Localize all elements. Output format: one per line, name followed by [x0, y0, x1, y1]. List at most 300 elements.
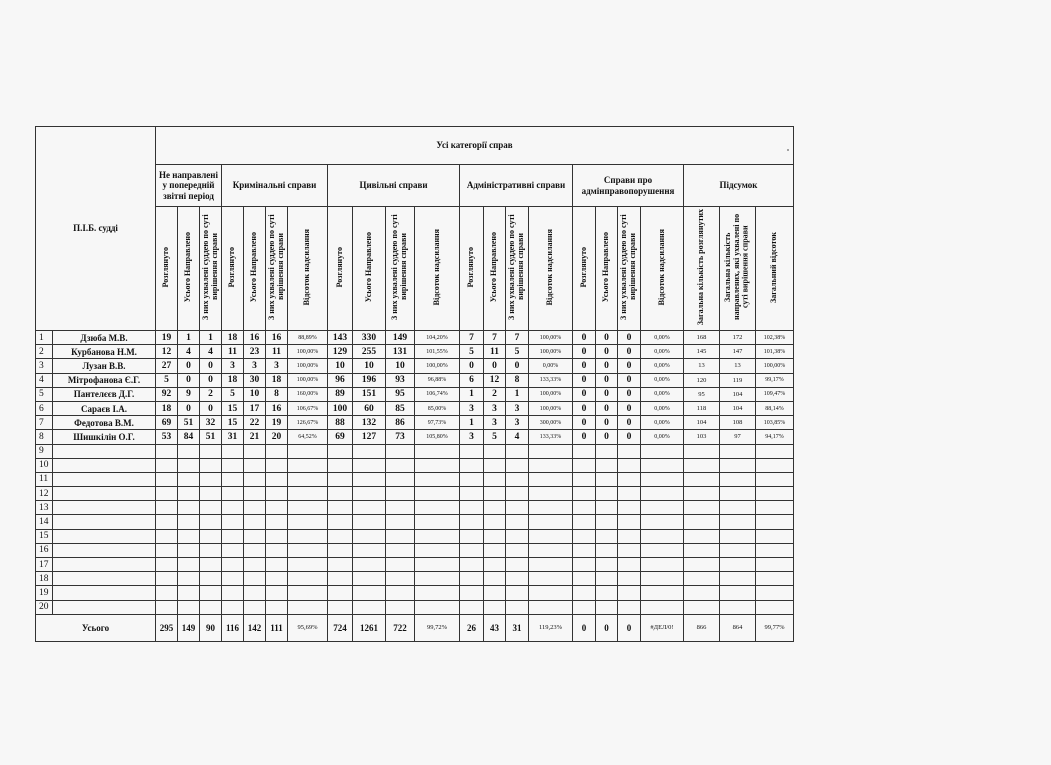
- table-cell: [641, 558, 684, 572]
- table-cell: 11: [484, 345, 506, 359]
- table-cell: 100,00%: [288, 359, 328, 373]
- table-cell: 0,00%: [641, 387, 684, 401]
- table-cell: 255: [353, 345, 386, 359]
- table-cell: [222, 558, 244, 572]
- table-cell: 0: [178, 373, 200, 387]
- column-header-label: Відсоток надсилання: [656, 229, 666, 306]
- table-cell: [756, 458, 794, 472]
- column-header-label: Розглянуто: [161, 247, 171, 288]
- table-cell: 18: [222, 373, 244, 387]
- table-cell: [460, 444, 484, 458]
- table-cell: [415, 487, 460, 501]
- table-cell: 32: [200, 416, 222, 430]
- table-cell: [353, 515, 386, 529]
- judge-name: Шишкілін О.Г.: [53, 430, 156, 444]
- table-cell: [266, 572, 288, 586]
- column-header-label: З них ухвалені суддею по суті вирішення справи: [507, 214, 525, 321]
- column-header: [178, 207, 200, 331]
- table-cell: 0: [596, 331, 618, 345]
- table-cell: 3: [506, 416, 529, 430]
- row-number: 17: [36, 558, 53, 572]
- table-cell: 104: [720, 387, 756, 401]
- total-cell: 0: [618, 614, 641, 641]
- table-cell: 0,00%: [529, 359, 573, 373]
- table-cell: 1: [178, 331, 200, 345]
- judge-name: Сараєв І.А.: [53, 401, 156, 415]
- table-cell: [618, 600, 641, 614]
- table-cell: [328, 558, 353, 572]
- table-row: [36, 345, 794, 359]
- table-cell: 97,73%: [415, 416, 460, 430]
- table-cell: [618, 444, 641, 458]
- table-cell: [641, 515, 684, 529]
- table-cell: [720, 586, 756, 600]
- judge-name: [53, 600, 156, 614]
- table-cell: 0: [460, 359, 484, 373]
- table-cell: 196: [353, 373, 386, 387]
- table-cell: 101,38%: [756, 345, 794, 359]
- table-cell: [596, 501, 618, 515]
- table-cell: [222, 529, 244, 543]
- table-cell: [266, 444, 288, 458]
- total-cell: 722: [386, 614, 415, 641]
- table-cell: 0: [596, 387, 618, 401]
- table-cell: [720, 458, 756, 472]
- table-cell: 151: [353, 387, 386, 401]
- table-cell: 3: [460, 430, 484, 444]
- table-cell: 0: [573, 359, 596, 373]
- table-cell: [573, 501, 596, 515]
- table-cell: [618, 558, 641, 572]
- table-row: [36, 444, 794, 458]
- table-cell: [641, 458, 684, 472]
- table-cell: 0: [178, 401, 200, 415]
- table-cell: [460, 515, 484, 529]
- table-cell: [641, 501, 684, 515]
- table-cell: 64,52%: [288, 430, 328, 444]
- table-cell: 4: [506, 430, 529, 444]
- table-row: [36, 387, 794, 401]
- table-cell: 15: [222, 416, 244, 430]
- table-cell: 0: [596, 345, 618, 359]
- table-cell: 104,20%: [415, 331, 460, 345]
- table-cell: [353, 600, 386, 614]
- table-cell: 95: [684, 387, 720, 401]
- table-cell: [506, 458, 529, 472]
- table-cell: 0: [506, 359, 529, 373]
- table-cell: [484, 572, 506, 586]
- judge-name: [53, 572, 156, 586]
- table-cell: [266, 558, 288, 572]
- table-cell: 100: [328, 401, 353, 415]
- row-number: 19: [36, 586, 53, 600]
- column-header: [328, 207, 353, 331]
- table-cell: [506, 444, 529, 458]
- table-cell: [684, 472, 720, 486]
- table-cell: 16: [266, 331, 288, 345]
- table-cell: [596, 515, 618, 529]
- table-cell: [222, 472, 244, 486]
- row-number: 4: [36, 373, 53, 387]
- table-cell: [506, 487, 529, 501]
- table-cell: 0: [178, 359, 200, 373]
- table-cell: [460, 572, 484, 586]
- table-cell: [573, 600, 596, 614]
- table-cell: [484, 558, 506, 572]
- table-cell: [386, 501, 415, 515]
- table-cell: 19: [156, 331, 178, 345]
- table-cell: [573, 458, 596, 472]
- table-cell: [200, 458, 222, 472]
- table-cell: 85: [386, 401, 415, 415]
- table-cell: [415, 515, 460, 529]
- judge-name: Пантелєєв Д.Г.: [53, 387, 156, 401]
- table-cell: 106,74%: [415, 387, 460, 401]
- column-header: [506, 207, 529, 331]
- table-cell: [288, 558, 328, 572]
- judge-name: [53, 444, 156, 458]
- row-number: 8: [36, 430, 53, 444]
- table-cell: 1: [506, 387, 529, 401]
- table-cell: 12: [156, 345, 178, 359]
- table-cell: 10: [386, 359, 415, 373]
- row-number: 20: [36, 600, 53, 614]
- table-cell: [178, 586, 200, 600]
- table-cell: [386, 572, 415, 586]
- table-cell: [244, 458, 266, 472]
- table-cell: [529, 558, 573, 572]
- table-cell: 108: [720, 416, 756, 430]
- table-cell: 10: [353, 359, 386, 373]
- table-cell: 0: [573, 416, 596, 430]
- table-cell: [641, 529, 684, 543]
- table-cell: [684, 444, 720, 458]
- table-cell: [353, 472, 386, 486]
- table-cell: [200, 501, 222, 515]
- table-cell: 0: [484, 359, 506, 373]
- column-header: [641, 207, 684, 331]
- table-cell: 15: [222, 401, 244, 415]
- table-cell: [460, 600, 484, 614]
- column-header: [596, 207, 618, 331]
- table-cell: 10: [328, 359, 353, 373]
- table-cell: [222, 600, 244, 614]
- table-cell: 73: [386, 430, 415, 444]
- table-cell: [266, 458, 288, 472]
- table-cell: [415, 501, 460, 515]
- table-cell: [596, 487, 618, 501]
- total-cell: 43: [484, 614, 506, 641]
- column-header: [222, 207, 244, 331]
- table-cell: [573, 529, 596, 543]
- table-cell: [386, 558, 415, 572]
- judge-name: [53, 543, 156, 557]
- table-cell: 8: [266, 387, 288, 401]
- table-row: [36, 472, 794, 486]
- table-cell: [178, 487, 200, 501]
- table-cell: [756, 558, 794, 572]
- table-cell: [484, 543, 506, 557]
- table-cell: 104: [720, 401, 756, 415]
- table-cell: 100,00%: [288, 345, 328, 359]
- column-header: [266, 207, 288, 331]
- total-label: Усього: [36, 614, 156, 641]
- table-row: [36, 558, 794, 572]
- table-cell: [328, 543, 353, 557]
- table-cell: [573, 515, 596, 529]
- table-cell: [756, 586, 794, 600]
- table-cell: [756, 472, 794, 486]
- judge-name: [53, 515, 156, 529]
- table-cell: [156, 472, 178, 486]
- table-cell: 85,00%: [415, 401, 460, 415]
- table-cell: [684, 572, 720, 586]
- table-cell: [506, 472, 529, 486]
- table-cell: [506, 501, 529, 515]
- table-cell: [415, 600, 460, 614]
- table-cell: 92: [156, 387, 178, 401]
- table-cell: [200, 572, 222, 586]
- table-cell: [266, 515, 288, 529]
- table-cell: 100,00%: [756, 359, 794, 373]
- table-cell: [288, 458, 328, 472]
- table-cell: [386, 586, 415, 600]
- table-cell: 133,33%: [529, 430, 573, 444]
- table-cell: [684, 529, 720, 543]
- table-cell: [641, 543, 684, 557]
- table-cell: [156, 572, 178, 586]
- judge-name: [53, 558, 156, 572]
- total-cell: 26: [460, 614, 484, 641]
- table-cell: [684, 515, 720, 529]
- table-cell: [484, 600, 506, 614]
- table-cell: [484, 529, 506, 543]
- table-cell: [529, 529, 573, 543]
- table-cell: 0: [618, 416, 641, 430]
- table-cell: [596, 572, 618, 586]
- total-cell: 724: [328, 614, 353, 641]
- table-cell: [506, 558, 529, 572]
- table-cell: [222, 444, 244, 458]
- table-cell: [529, 572, 573, 586]
- table-cell: 0: [573, 373, 596, 387]
- table-cell: [178, 501, 200, 515]
- table-cell: [353, 444, 386, 458]
- table-cell: 3: [266, 359, 288, 373]
- table-cell: 6: [460, 373, 484, 387]
- table-cell: [328, 487, 353, 501]
- table-cell: 19: [266, 416, 288, 430]
- judge-name: [53, 529, 156, 543]
- table-cell: [156, 458, 178, 472]
- table-cell: [596, 543, 618, 557]
- table-cell: [415, 458, 460, 472]
- table-cell: [684, 558, 720, 572]
- row-number: 12: [36, 487, 53, 501]
- table-cell: [200, 558, 222, 572]
- table-cell: [222, 586, 244, 600]
- table-cell: [386, 515, 415, 529]
- table-cell: 100,00%: [529, 345, 573, 359]
- table-cell: [288, 529, 328, 543]
- table-cell: 51: [200, 430, 222, 444]
- table-cell: [328, 501, 353, 515]
- table-cell: [200, 543, 222, 557]
- total-row: [36, 614, 794, 641]
- table-cell: 126,67%: [288, 416, 328, 430]
- table-cell: 96,88%: [415, 373, 460, 387]
- table-cell: 0: [618, 373, 641, 387]
- table-cell: [529, 458, 573, 472]
- table-cell: [720, 600, 756, 614]
- table-cell: [684, 543, 720, 557]
- table-cell: 51: [178, 416, 200, 430]
- table-cell: [506, 543, 529, 557]
- table-cell: [178, 572, 200, 586]
- table-cell: [288, 501, 328, 515]
- table-cell: [484, 458, 506, 472]
- column-header-label: Усього Направлено: [183, 232, 193, 303]
- table-cell: [156, 529, 178, 543]
- table-cell: [484, 515, 506, 529]
- table-cell: 0: [618, 359, 641, 373]
- table-cell: [641, 472, 684, 486]
- total-cell: 1261: [353, 614, 386, 641]
- table-cell: [244, 487, 266, 501]
- table-cell: 0: [200, 359, 222, 373]
- table-cell: [156, 558, 178, 572]
- table-cell: 5: [460, 345, 484, 359]
- table-cell: [266, 586, 288, 600]
- total-cell: 866: [684, 614, 720, 641]
- judge-name: [53, 487, 156, 501]
- table-cell: [386, 543, 415, 557]
- table-row: [36, 572, 794, 586]
- table-cell: [415, 572, 460, 586]
- table-cell: [641, 600, 684, 614]
- table-cell: 0,00%: [641, 430, 684, 444]
- total-cell: 149: [178, 614, 200, 641]
- table-cell: [596, 586, 618, 600]
- table-cell: [353, 501, 386, 515]
- table-cell: [720, 487, 756, 501]
- all-categories-header: Усі категорії справ: [156, 127, 794, 165]
- table-cell: [573, 543, 596, 557]
- table-cell: [328, 529, 353, 543]
- table-cell: 23: [244, 345, 266, 359]
- table-cell: 127: [353, 430, 386, 444]
- table-cell: 0: [596, 401, 618, 415]
- table-cell: 2: [200, 387, 222, 401]
- table-cell: 88,89%: [288, 331, 328, 345]
- total-cell: 111: [266, 614, 288, 641]
- table-cell: 0: [596, 359, 618, 373]
- table-cell: 69: [156, 416, 178, 430]
- table-cell: [266, 472, 288, 486]
- table-cell: [244, 558, 266, 572]
- table-cell: [178, 472, 200, 486]
- table-cell: [529, 472, 573, 486]
- column-header-label: Усього Направлено: [601, 232, 611, 303]
- table-cell: 17: [244, 401, 266, 415]
- table-cell: [178, 444, 200, 458]
- table-cell: [460, 586, 484, 600]
- table-cell: [484, 501, 506, 515]
- table-cell: [244, 501, 266, 515]
- table-cell: 105,80%: [415, 430, 460, 444]
- table-cell: 21: [244, 430, 266, 444]
- group-header: Цивільні справи: [328, 165, 460, 207]
- table-row: [36, 529, 794, 543]
- table-cell: [353, 586, 386, 600]
- table-cell: [506, 600, 529, 614]
- table-cell: [756, 487, 794, 501]
- judge-name: [53, 586, 156, 600]
- table-cell: [484, 586, 506, 600]
- table-cell: [641, 586, 684, 600]
- table-cell: [720, 529, 756, 543]
- table-cell: [460, 558, 484, 572]
- table-cell: 0: [618, 331, 641, 345]
- column-header: [386, 207, 415, 331]
- column-header-label: Розглянуто: [227, 247, 237, 288]
- row-number: 11: [36, 472, 53, 486]
- judge-name: Мітрофанова Є.Г.: [53, 373, 156, 387]
- table-cell: [460, 487, 484, 501]
- table-cell: [386, 458, 415, 472]
- column-header-label: З них ухвалені суддею по суті вирішення справи: [390, 214, 408, 321]
- column-header: [200, 207, 222, 331]
- table-cell: [529, 515, 573, 529]
- column-header-label: Розглянуто: [466, 247, 476, 288]
- table-cell: [756, 600, 794, 614]
- table-cell: 300,00%: [529, 416, 573, 430]
- table-cell: 103,85%: [756, 416, 794, 430]
- table-cell: 4: [200, 345, 222, 359]
- column-header-label: Загальний відсоток: [769, 231, 779, 303]
- column-header-label: Усього Направлено: [489, 232, 499, 303]
- table-cell: 160,00%: [288, 387, 328, 401]
- row-number: 1: [36, 331, 53, 345]
- table-cell: [244, 572, 266, 586]
- table-cell: 13: [720, 359, 756, 373]
- table-row: [36, 373, 794, 387]
- total-cell: 295: [156, 614, 178, 641]
- table-row: [36, 600, 794, 614]
- table-cell: 133,33%: [529, 373, 573, 387]
- column-header: [353, 207, 386, 331]
- table-cell: 31: [222, 430, 244, 444]
- table-row: [36, 543, 794, 557]
- table-cell: [529, 487, 573, 501]
- row-number: 16: [36, 543, 53, 557]
- table-cell: [415, 444, 460, 458]
- table-cell: 1: [460, 387, 484, 401]
- table-cell: 20: [266, 430, 288, 444]
- column-header-label: Розглянуто: [334, 247, 344, 288]
- row-number: 15: [36, 529, 53, 543]
- column-header-label: Усього Направлено: [249, 232, 259, 303]
- table-cell: [328, 458, 353, 472]
- column-header: [618, 207, 641, 331]
- table-cell: [244, 515, 266, 529]
- table-cell: 5: [156, 373, 178, 387]
- table-cell: [756, 444, 794, 458]
- table-cell: 0: [573, 430, 596, 444]
- table-cell: [156, 586, 178, 600]
- table-cell: [200, 529, 222, 543]
- table-cell: [222, 501, 244, 515]
